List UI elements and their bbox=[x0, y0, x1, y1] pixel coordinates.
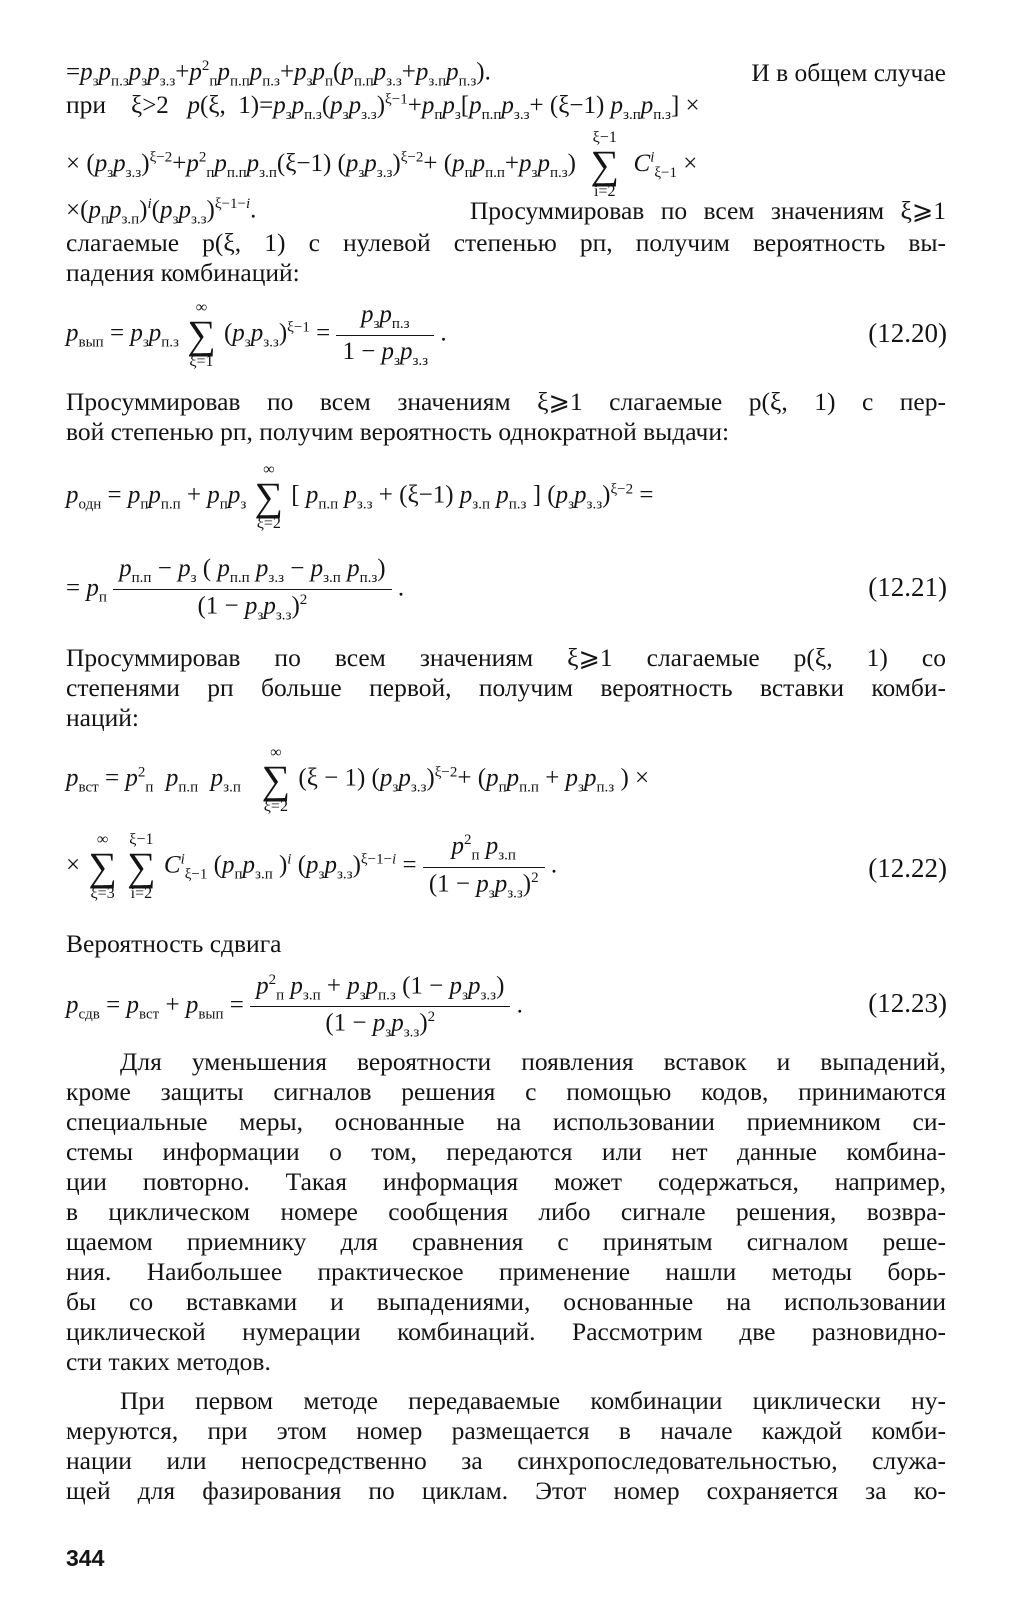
formula-4-math: $\times(p_пp_{з.п})^i(p_зp_{з.з})^{\xi-1-i}$. bbox=[66, 196, 257, 228]
equation-number: (12.21) bbox=[868, 572, 947, 602]
text-line: циклической нумерации комбинаций. Рассмотрим две разновидно- bbox=[66, 1317, 946, 1346]
paragraph-2 bbox=[66, 387, 946, 447]
paragraph-4 bbox=[66, 929, 946, 959]
text-line: Для уменьшения вероятности появления вставок и выпадений, bbox=[120, 1047, 946, 1076]
formula-2-math: ξ>2 p(ξ, $1)=p_зp_{п.з}(p_зp_{з.з})^{\xi-1}+p_пp_з[p_{п.п}p_{з.з}+ (\xi-1)$ $p_{з.п}p_{п.з}$] × bbox=[112, 91, 700, 123]
text-line: меруются, при этом номер размещается в начале каждой комби- bbox=[66, 1416, 946, 1445]
paragraph-3 bbox=[66, 643, 946, 733]
text-line: щаемом приемнику для сравнения с принятым сигналом реше- bbox=[66, 1227, 946, 1256]
formula-line-1 bbox=[66, 58, 946, 90]
text-line: сти таких методов. bbox=[66, 1347, 271, 1376]
equation-12-22-line-1: $p_{вст} = p^2_п$ $p_{п.п}$ $p_{з.п}$ ∞ ∑ ξ=2 (ξ − 1) $(p_зp_{з.з})^{\xi-2}+ (p_пp_{п.п} + p_зp_{п.з}$ ) × bbox=[66, 744, 650, 815]
formula-1-math: $=p_зp_{п.з}p_зp_{з.з}+p^2_пp_{п.п}p_{п.з}+p_зp_п(p_{п.п}p_{з.з}+p_{з.п}p_{п.з})$. bbox=[66, 58, 491, 90]
text-line: Просуммировав по всем значениям ξ⩾1 слагаемые p(ξ, 1) со bbox=[66, 643, 946, 672]
text-line: вой степенью pп, получим вероятность однократной выдачи: bbox=[66, 417, 730, 446]
sum-symbol: ∞ ∑ ξ=1 bbox=[187, 299, 216, 370]
text-line: степенями pп больше первой, получим вероятность вставки комби- bbox=[66, 673, 946, 702]
equation-12-22-line-2: × ∞ ∑ ξ=3 ξ−1 ∑ i=2 $C^i_{\xi-1}$ ($p_пp_{з.п}$ )$^i$ $(p_зp_{з.з})^{\xi-1-i}$ = $\frac{p^2_п p_{з.п}}{(1 - p_зp_{з.з})^2}$ . bbox=[66, 831, 558, 902]
text-line: При первом методе передаваемые комбинации циклически ну- bbox=[120, 1386, 946, 1415]
equation-number: (12.23) bbox=[868, 988, 947, 1018]
sum-symbol: ∞ ∑ ξ=2 bbox=[261, 744, 291, 815]
equation-12-21-line-2: = $p_п$ $\frac{p_{п.п} - p_з ( p_{п.п} p_{з.з} - p_{з.п} p_{п.з})}{(1 - p_зp_{з.з})^2}$ . bbox=[66, 555, 405, 624]
text-line: наций: bbox=[66, 703, 139, 732]
text-line: Вероятность сдвига bbox=[66, 929, 282, 958]
formula-line-2 bbox=[66, 90, 946, 124]
text-line: Просуммировав по всем значениям ξ⩾1 слагаемые p(ξ, 1) с пер- bbox=[66, 387, 946, 416]
text-line: нации или непосредственно за синхропоследовательностью, служа- bbox=[66, 1446, 946, 1475]
text-line: ции повторно. Такая информация может содержаться, например, bbox=[66, 1167, 946, 1196]
text-line: слагаемые p(ξ, 1) с нулевой степенью pп, получим вероятность вы- bbox=[66, 228, 946, 257]
equation-number: (12.22) bbox=[868, 853, 947, 883]
text-line: кроме защиты сигналов решения с помощью кодов, принимаются bbox=[66, 1077, 946, 1106]
formula-2-lead: при bbox=[66, 90, 107, 119]
paragraph-5 bbox=[66, 1047, 946, 1377]
fraction: $\frac{p^2_п p_{з.п}}{(1 - p_зp_{з.з})^2}$ bbox=[423, 832, 545, 902]
text-line: падения комбинаций: bbox=[66, 258, 300, 287]
paragraph-6 bbox=[66, 1386, 946, 1506]
sum-symbol: ξ−1 ∑ i=2 bbox=[127, 831, 156, 902]
fraction: $\frac{p^2_п p_{з.п} + p_зp_{п.з} (1 - p_зp_{з.з})}{(1 - p_зp_{з.з})^2}$ bbox=[250, 972, 510, 1042]
text-line: бы со вставками и выпадениями, основанные на использовании bbox=[66, 1287, 946, 1316]
text-line: щей для фазирования по циклам. Этот номер сохраняется за ко- bbox=[66, 1476, 946, 1505]
formula-line-4 bbox=[66, 196, 946, 228]
text-line: в циклическом номере сообщения либо сигнале решения, возвра- bbox=[66, 1197, 946, 1226]
formula-3-math: × $(p_зp_{з.з})^{\xi-2}+p^2_пp_{п.п}p_{з.п}(\xi-1)$ $(p_зp_{з.з})^{\xi-2}+ (p_пp_{п.п}+p_зp_{п.з})$ ξ−1 ∑ i=2 $C^i_{\xi-1}$ × bbox=[66, 129, 698, 200]
equation-number: (12.20) bbox=[868, 318, 947, 348]
formula-line-3 bbox=[66, 130, 946, 200]
equation-12-23: $p_{сдв} = p_{вст} + p_{вып}$ = $\frac{p^2_п p_{з.п} + p_зp_{п.з} (1 - p_зp_{з.з})}{(1 - p_зp_{з.з})^2}$ . bbox=[66, 972, 523, 1041]
equation-12-20: $p_{вып} = p_зp_{п.з}$ ∞ ∑ ξ=1 $(p_зp_{з.з})^{\xi-1}$ = $\frac{p_зp_{п.з}}{1 - p_зp_{з.з}}$ . bbox=[66, 299, 447, 370]
page-number: 344 bbox=[66, 1545, 105, 1571]
text-line: специальные меры, основанные на использовании приемником си- bbox=[66, 1107, 946, 1136]
text-line: ния. Наибольшее практическое применение нашли методы борь- bbox=[66, 1257, 946, 1286]
text-line: стемы информации о том, передаются или нет данные комбина- bbox=[66, 1137, 946, 1166]
formula-1-tail: И в общем случае bbox=[751, 58, 946, 87]
fraction: $\frac{p_{п.п} - p_з ( p_{п.п} p_{з.з} - p_{з.п} p_{п.з})}{(1 - p_зp_{з.з})^2}$ bbox=[113, 555, 391, 624]
equation-12-21-line-1: $p_{одн} = p_пp_{п.п} + p_пp_з$ ∞ ∑ ξ=2 [ $p_{п.п}$ $p_{з.з} + (\xi-1)$ $p_{з.п}$ $p_{п.з}$ ] $(p_зp_{з.з})^{\xi-2}$ = bbox=[66, 461, 654, 532]
sum-symbol: ∞ ∑ ξ=2 bbox=[254, 461, 284, 532]
fraction: $\frac{p_зp_{п.з}}{1 - p_зp_{з.з}}$ bbox=[336, 301, 434, 370]
sum-symbol: ξ−1 ∑ i=2 bbox=[590, 129, 620, 200]
paragraph-1 bbox=[66, 228, 946, 288]
formula-4-text: Просуммировав по всем значениям ξ⩾1 bbox=[469, 196, 946, 225]
sum-symbol: ∞ ∑ ξ=3 bbox=[88, 831, 117, 902]
